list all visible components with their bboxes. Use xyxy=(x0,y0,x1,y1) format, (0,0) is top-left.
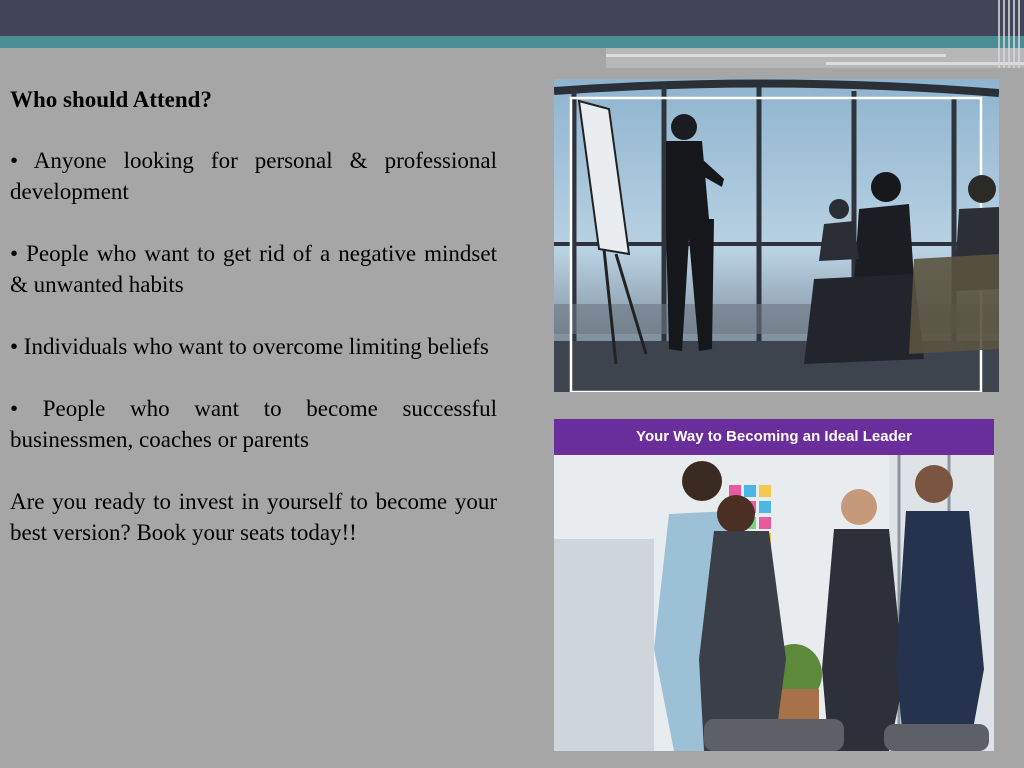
accent-band xyxy=(0,36,1024,48)
bullet-item: • Individuals who want to overcome limiting beliefs xyxy=(10,334,489,359)
corner-decoration xyxy=(994,0,1020,68)
photo-banner-title: Your Way to Becoming an Ideal Leader xyxy=(554,419,994,455)
section-heading: Who should Attend? xyxy=(10,87,212,112)
header-bar xyxy=(0,0,1024,36)
attendance-text-block xyxy=(10,84,497,579)
bullet-item: • People who want to get rid of a negative mindset & unwanted habits xyxy=(10,241,497,297)
bullet-item: • People who want to become successful businessmen, coaches or parents xyxy=(10,396,497,452)
bullet-item: • Anyone looking for personal & professional development xyxy=(10,148,497,204)
leadership-photo xyxy=(554,419,994,751)
decorative-strip xyxy=(606,48,1024,68)
meeting-photo xyxy=(554,79,999,392)
closing-paragraph: Are you ready to invest in yourself to become your best version? Book your seats today!! xyxy=(10,489,497,545)
